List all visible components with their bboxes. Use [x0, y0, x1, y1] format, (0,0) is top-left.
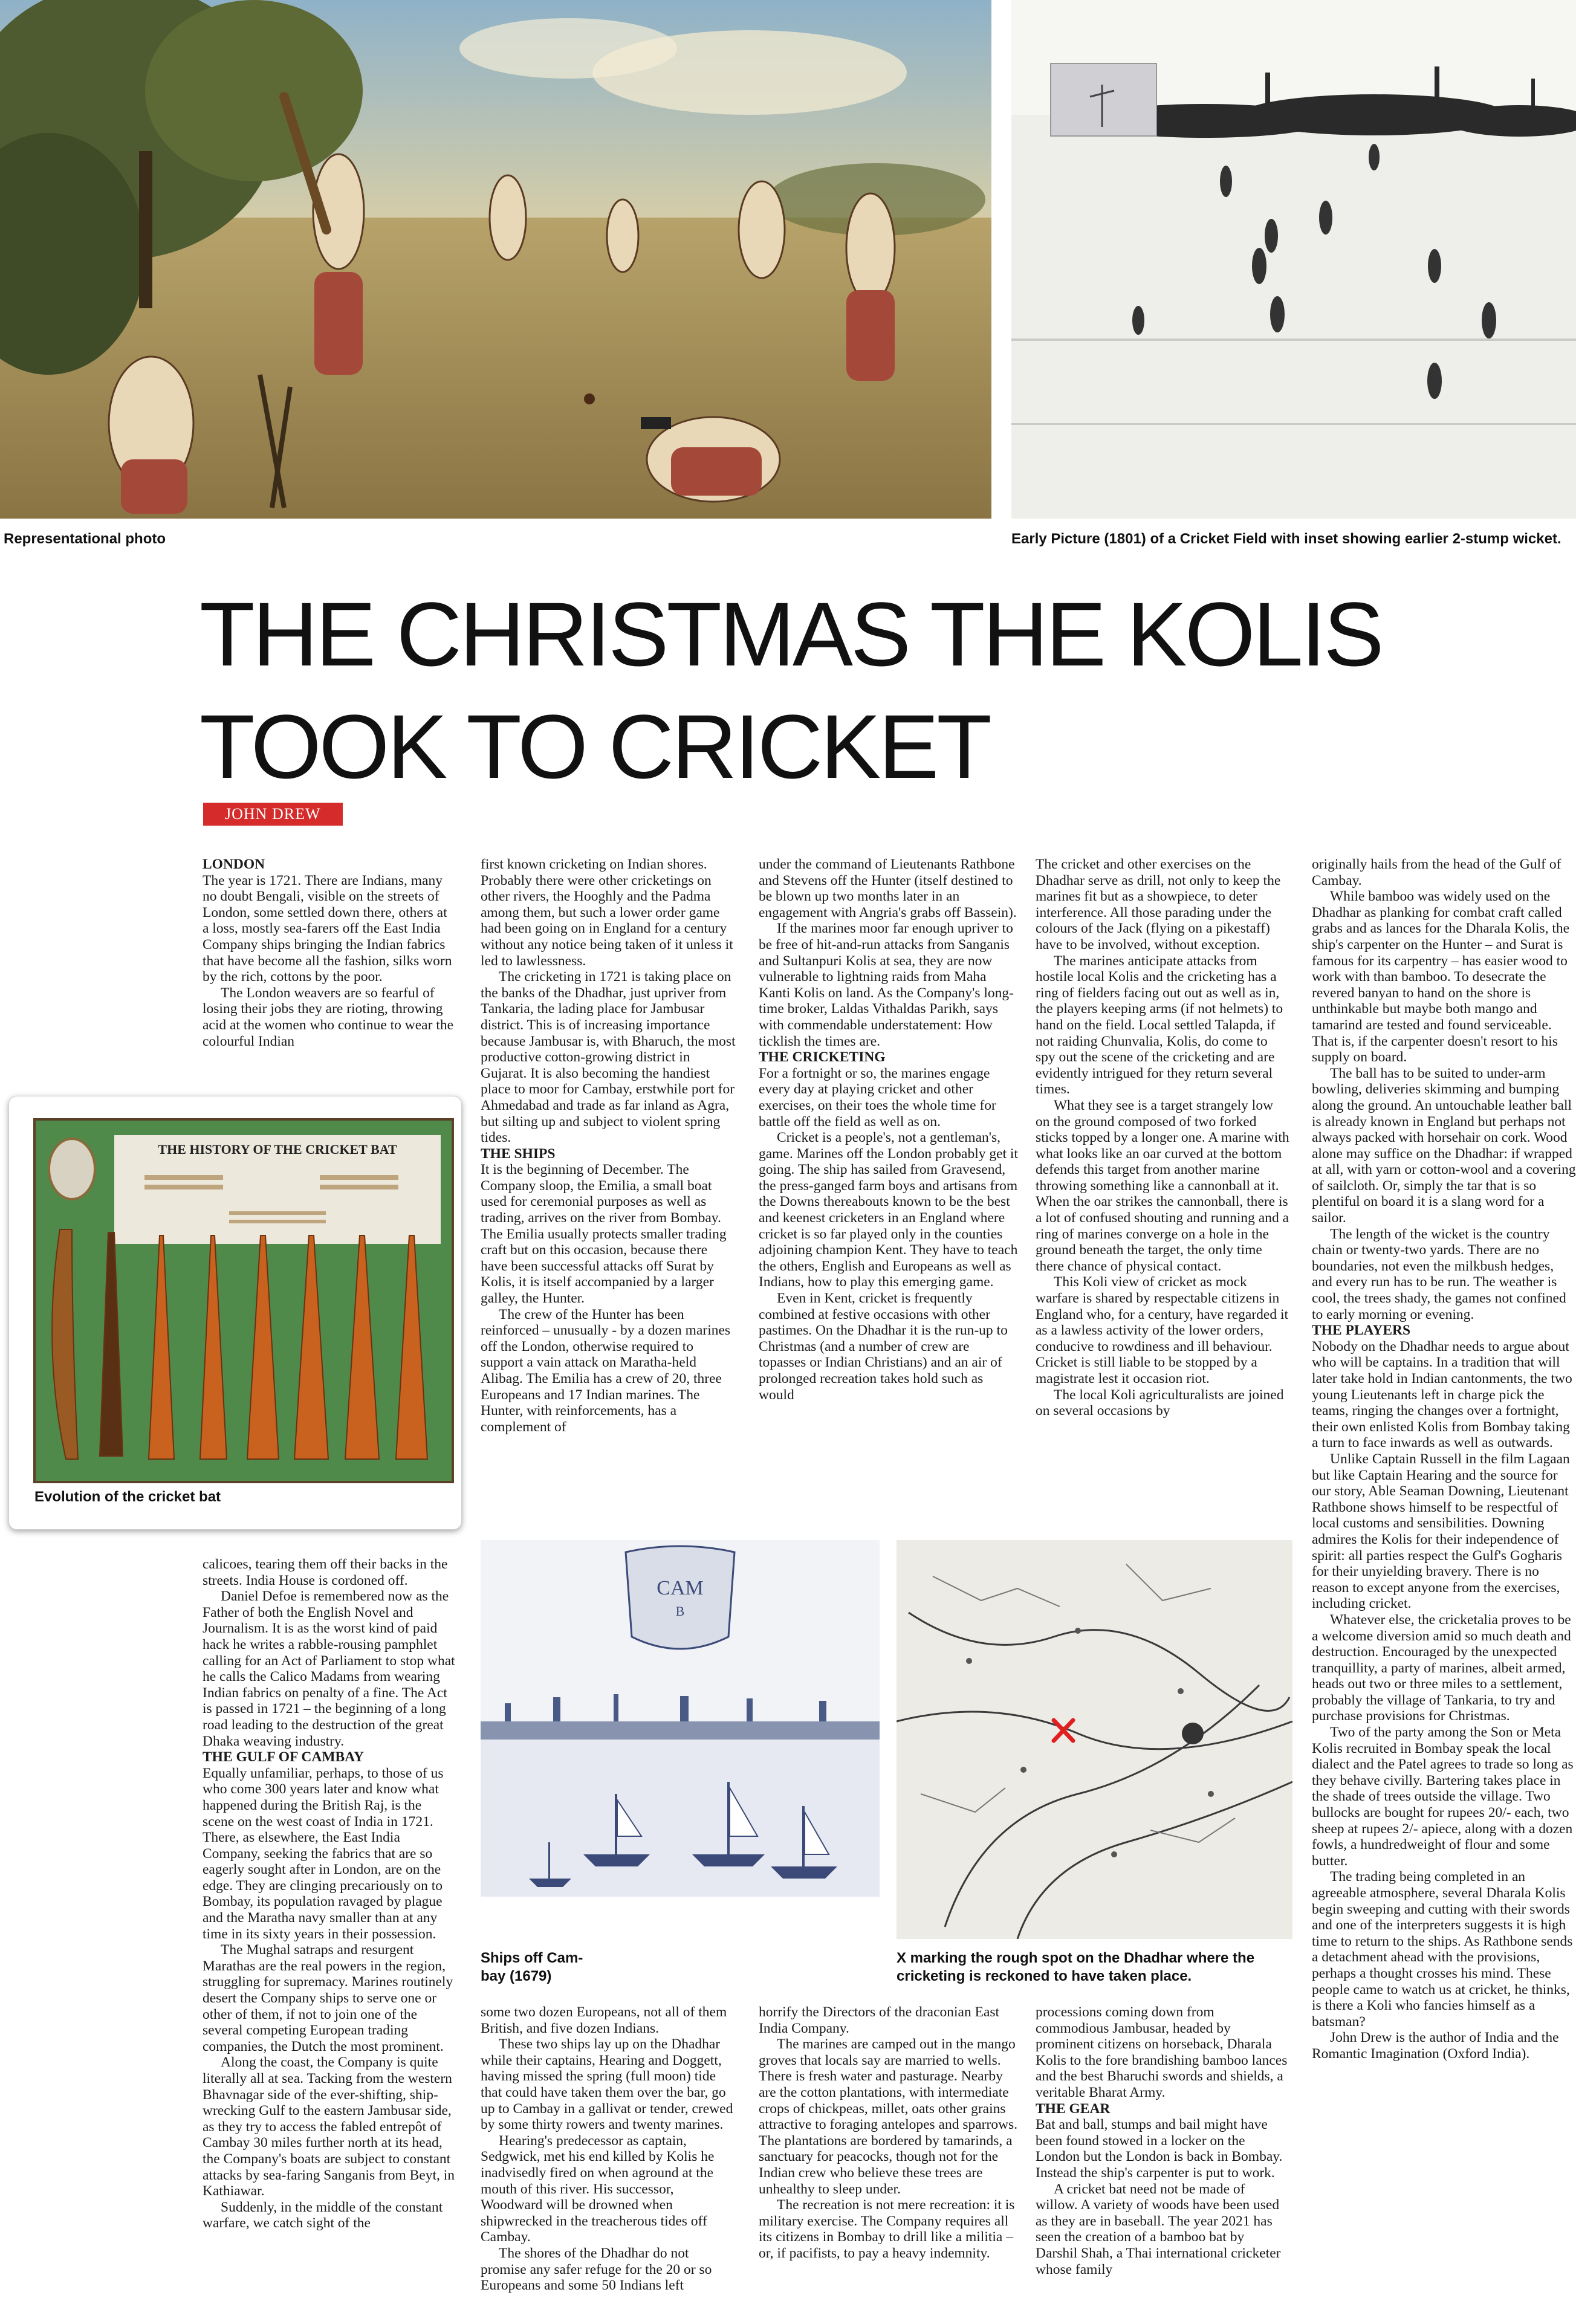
column-1-bottom: [203, 1556, 456, 2232]
bat-evolution-card: [8, 1096, 462, 1530]
column-4-bottom: [1036, 2004, 1289, 2277]
article-paragraph: Hearing's predecessor as captain, Sedgwick, met his end killed by Kolis he inadvisedly fired on when aground at the mouth of this river. His successor, Woodward will be drowned when shipwrecked in the treacherous tides off Cambay.: [481, 2132, 715, 2245]
article-paragraph: The cricketing in 1721 is taking place on the banks of the Dhadhar, just upriver from Tankaria, the lading place for Jambusar district. This is of increasing importance because Jambusar is, with Bharuch, the most productive cotton-growing district in Gujarat. It is also becoming the handiest place to moor for Cambay, erstwhile port for Ahmedabad and trade as far inland as Agra, but silting up and subject to violent spring tides.: [481, 969, 736, 1146]
article-paragraph: The trading being completed in an agreeable atmosphere, several Dharala Kolis begin sweeping and cutting with their swords and one of the interpreters suggests it is high time to return to the ships. As Rathbone sends a detachment ahead with the provisions, perhaps a thought crosses his mind. These people came to watch us at cricket, he thinks, is there a Koli who fancies himself as a batsman?: [1312, 1869, 1573, 2030]
article-paragraph: This Koli view of cricket as mock warfare is shared by respectable citizens in England who, for a century, have regarded it as a lawless activity of the lower orders, conducive to rowdiness and ill behaviour. Cricket is still liable to be stopped by a magistrate lest it occasion riot.: [1036, 1274, 1289, 1387]
ships-illustration: [481, 1540, 880, 1897]
map-illustration: [897, 1540, 1292, 1939]
article-paragraph: The Mughal satraps and resurgent Marathas are the real powers in the region, struggling for supremacy. Marines routinely desert the Company ships to serve one or other of them, if not to join one of the several competing European trading companies, the Dutch the most prominent.: [203, 1942, 453, 2054]
headline: THE CHRISTMAS THE KOLIS TOOK TO CRICKET: [199, 583, 1382, 797]
section-heading: THE SHIPS: [481, 1145, 556, 1162]
column-3-bottom: [759, 2004, 1019, 2262]
article-paragraph: processions coming down from commodious Jambusar, headed by prominent citizens on horseback, Dharala Kolis to the fore brandishing bamboo lances and the best Bharuchi swords and shields, a veritable Bharat Army.: [1036, 2004, 1288, 2100]
article-paragraph: Whatever else, the cricketalia proves to be a welcome diversion amid so much death and destruction. Encouraged by the unexpected tranquillity, a party of marines, albeit armed, heads out two or three miles to a settlement, probably the village of Tankaria, to try and purchase provisions for Christmas.: [1312, 1611, 1571, 1724]
ships-emblem-sub: B: [675, 1604, 685, 1619]
article-paragraph: A cricket bat need not be made of willow. A variety of woods have been used as they are in baseball. The year 2021 has seen the creation of a bamboo bat by Darshil Shah, a Thai international cricketer whose family: [1036, 2181, 1281, 2277]
article-paragraph: Daniel Defoe is remembered now as the Father of both the English Novel and Journalism. It is as the worst kind of paid hack he writes a rabble-rousing pamphlet calling for an Act of Parliament to stop what he calls the Calico Madams from wearing Indian fabrics on penalty of a fine. The Act is passed in 1721 – the beginning of a long road leading to the destruction of the great Dhaka weaving industry.: [203, 1588, 455, 1749]
byline: JOHN DREW: [203, 803, 343, 826]
column-3-top: [759, 856, 1019, 1403]
bat-board-heading: THE HISTORY OF THE CRICKET BAT: [158, 1142, 397, 1157]
section-heading: THE CRICKETING: [759, 1049, 886, 1066]
article-paragraph: The local Koli agriculturalists are joined on several occasions by: [1036, 1387, 1284, 1419]
article-paragraph: The marines are camped out in the mango groves that locals say are married to wells. There is fresh water and pasturage. Nearby are the cotton plantations, with intermediate crops of chickpeas, millet, oats other grains attractive to foraging antelopes and sparrows. The plantations are bordered by tamarinds, a sanctuary for peacocks, though not for the Indian crew who believe these trees are unhealthy to sleep under.: [759, 2036, 1018, 2197]
article-paragraph: The crew of the Hunter has been reinforced – unusually - by a dozen marines off the London, otherwise required to support a vain attack on Maratha-held Alibag. The Emilia has a crew of 20, three Europeans and 17 Indian marines. The Hunter, with reinforcements, has a complement of: [481, 1306, 731, 1435]
ships-caption: Ships off Cam- bay (1679): [481, 1950, 583, 1984]
column-2-top: [481, 856, 738, 1435]
bat-caption: Evolution of the cricket bat: [34, 1489, 221, 1505]
article-paragraph: Nobody on the Dhadhar needs to argue about who will be captains. In a tradition that will later take hold in Indian cantonments, the two young Lieutenants left in charge pick the teams, ringing the changes over a fortnight, their own enlisted Kolis from Bombay taking a turn to face inwards as well as outwards.: [1312, 1338, 1572, 1451]
article-paragraph: The marines anticipate attacks from hostile local Kolis and the cricketing has a ring of fielders facing out out as well as in, the players keeping arms (if not helmets) to hand on the field. Local settled Talapda, if not raiding Chunvalia, Kolis, do come to spy out the scene of the cricketing and are evidently intrigued for they return several times.: [1036, 953, 1283, 1098]
section-heading: THE GULF OF CAMBAY: [203, 1749, 365, 1766]
article-paragraph: Suddenly, in the middle of the constant warfare, we catch sight of the: [203, 2199, 443, 2232]
article-paragraph: For a fortnight or so, the marines engage every day at playing cricket and other exercises, on their toes the whole time for battle off the field as well as on.: [759, 1065, 996, 1130]
bat-board: [33, 1118, 454, 1483]
ships-emblem-label: CAM: [657, 1577, 704, 1599]
section-heading: LONDON: [203, 856, 265, 872]
early-cricket-field-photo: [1011, 0, 1576, 519]
article-paragraph: The length of the wicket is the country chain or twenty-two yards. There are no boundaries, not even the milkbush hedges, and every run has to be run. The weather is cool, the trees shady, the games not confined to early morning or evening.: [1312, 1226, 1566, 1322]
article-paragraph: The year is 1721. There are Indians, many no doubt Bengali, visible on the streets of London, some settled down there, others at a loss, mostly sea-farers off the East India Company ships bringing the Indian fabrics that have become all the fashion, silks worn by the rich, cottons by the poor.: [203, 872, 452, 985]
ships-off-cambay-photo: [481, 1540, 880, 1897]
article-paragraph: The cricket and other exercises on the Dhadhar serve as drill, not only to keep the marines fit but as a showpiece, to deter interference. All those parading under the colours of the Jack (flying on a pikestaff) have to be involved, without exception.: [1036, 856, 1281, 953]
map-caption: X marking the rough spot on the Dhadhar where the cricketing is reckoned to have taken place.: [897, 1950, 1255, 1984]
article-paragraph: some two dozen Europeans, not all of them British, and five dozen Indians.: [481, 2004, 727, 2036]
article-paragraph: Bat and ball, stumps and bail might have been found stowed in a locker on the London but the London is back in Bombay. Instead the ship's carpenter is put to work.: [1036, 2117, 1283, 2181]
article-paragraph: The recreation is not mere recreation: it is military exercise. The Company requires all its citizens in Bombay to drill like a militia – or, if pacifists, to pay a heavy indemnity.: [759, 2197, 1015, 2261]
article-paragraph: originally hails from the head of the Gulf of Cambay.: [1312, 856, 1561, 888]
article-paragraph: What they see is a target strangely low on the ground composed of two forked sticks topped by a longer one. A marine with what looks like an oar curved at the bottom defends this target from another marine throwing something like a cannonball at it. When the oar strikes the cannonball, there is a lot of confused shouting and running and a ring of marines converge on a hole in the ground beneath the target, the only time there chance of physical contact.: [1036, 1097, 1289, 1274]
article-paragraph: Two of the party among the Son or Meta Kolis recruited in Bombay speak the local dialect and the Patel agrees to trade so long as they behave civilly. Bartering takes place in the shade of trees outside the village. Two bullocks are bought for rupees 20/- each, two sheep at rupees 2/- apiece, along with a dozen fowls, a hundredweight of flour and some butter.: [1312, 1724, 1574, 1869]
column-2-bottom: [481, 2004, 738, 2294]
article-paragraph: It is the beginning of December. The Company sloop, the Emilia, a small boat used for ceremonial purposes as well as trading, arrives on the river from Bombay. The Emilia usually protects smaller trading craft but on this occasion, because there have been successful attacks off Surat by Kolis, it is itself accompanied by a larger galley, the Hunter.: [481, 1162, 727, 1307]
cricket-painting-illustration: [0, 0, 991, 519]
section-heading: THE GEAR: [1036, 2100, 1111, 2117]
article-paragraph: first known cricketing on Indian shores. Probably there were other cricketings on other rivers, the Hooghly and the Padma among them, but such a lower order game had been going on in England for a century without any notice being taken of it unless it led to lawlessness.: [481, 856, 733, 969]
article-paragraph: Along the coast, the Company is quite literally all at sea. Tacking from the western Bhavnagar side of the ever-shifting, ship-wrecking Gulf to the eastern Jambusar side, as they try to access the fabled entrepôt of Cambay 30 miles further north at its head, the Company's boats are subject to constant attacks by sea-faring Sanganis from Beyt, in Kathiawar.: [203, 2054, 455, 2199]
bat-board-illustration: [36, 1121, 452, 1481]
article-paragraph: The London weavers are so fearful of losing their jobs they are rioting, throwing acid at the women who continue to wear the colourful Indian: [203, 985, 454, 1049]
article-paragraph: horrify the Directors of the draconian East India Company.: [759, 2004, 1000, 2036]
early-cricket-field-illustration: [1011, 0, 1576, 519]
column-5: [1312, 856, 1576, 2062]
section-heading: THE PLAYERS: [1312, 1322, 1411, 1339]
article-paragraph: If the marines moor far enough upriver to be free of hit-and-run attacks from Sanganis and Sultanpuri Kolis at sea, they are now vulnerable to lightning raids from Maha Kanti Kolis on land. As the Company's long-time broker, Laldas Vithaldas Parikh, says with commendable understatement: How ticklish the times are.: [759, 921, 1014, 1049]
article-paragraph: The shores of the Dhadhar do not promise any safer refuge for the 20 or so Europeans and some 50 Indians left: [481, 2245, 712, 2294]
article-paragraph: Even in Kent, cricket is frequently combined at festive occasions with other pastimes. On the Dhadhar it is the run-up to Christmas (and a number of crew are topasses or Indian Christians) and an air of prolonged recreation takes hold such as would: [759, 1290, 1008, 1403]
article-paragraph: under the command of Lieutenants Rathbone and Stevens off the Hunter (itself destined to be blown up two months later in an engagement with Angria's grabs off Bassein).: [759, 856, 1017, 921]
article-paragraph: Unlike Captain Russell in the film Lagaan but like Captain Hearing and the source for our story, Able Seaman Downing, Lieutenant Rathbone shows himself to be respectful of local customs and sensibilities. Downing admires the Kolis for their independence of spirit: all parties respect the Gulf's Gogharis for their unyielding bravery. There is no reason to except anyone from the exercises, including cricket.: [1312, 1451, 1570, 1612]
article-paragraph: John Drew is the author of India and the Romantic Imagination (Oxford India).: [1312, 2030, 1559, 2062]
article-paragraph: calicoes, tearing them off their backs in the streets. India House is cordoned off.: [203, 1556, 448, 1588]
article-paragraph: The ball has to be suited to under-arm bowling, deliveries skimming and bumping along the ground. An untouchable leather ball is already known in England but perhaps not always packed with horsehair on cork. Wood alone may suffice on the Dhadhar: if wrapped at all, with yarn or cotton-wool and a covering of sailcloth. Or, simply the tar that is so plentiful on board it is a slang word for a sailor.: [1312, 1065, 1576, 1226]
column-1-top: [203, 856, 456, 1049]
photo2-caption: Early Picture (1801) of a Cricket Field with inset showing earlier 2-stump wicket.: [1011, 531, 1561, 547]
article-paragraph: While bamboo was widely used on the Dhadhar as planking for combat craft called grabs and as lances for the Dharala Kolis, the ship's carpenter on the Hunter – and Surat is famous for its carpentry – has easier wood to work with than bamboo. To desecrate the revered banyan to hand on the shore is unthinkable but maybe both mango and tamarind are tested and found serviceable. That is, if the carpenter doesn't resort to his supply on board.: [1312, 888, 1570, 1066]
column-4-top: [1036, 856, 1289, 1419]
dhadhar-map-photo: [897, 1540, 1292, 1939]
article-paragraph: These two ships lay up on the Dhadhar while their captains, Hearing and Doggett, having missed the spring (full moon) tide that could have taken them over the bar, go up to Cambay in a gallivat or tender, crewed by some thirty rowers and twenty marines.: [481, 2036, 733, 2133]
photo1-caption: Representational photo: [4, 531, 166, 547]
cricket-painting-photo: [0, 0, 991, 519]
article-paragraph: Equally unfamiliar, perhaps, to those of us who come 300 years later and know what happened during the British Raj, is the scene on the west coast of India in 1721. There, as elsewhere, the East India Company, seeking the fabrics that are so eagerly sought after in London, are on the edge. They are clinging precariously on to Bombay, its population ravaged by plague and the Maratha navy smaller than at any time in its sixty years in their possession.: [203, 1765, 444, 1942]
article-paragraph: Cricket is a people's, not a gentleman's, game. Marines off the London probably get it going. The ship has sailed from Gravesend, the press-ganged farm boys and artisans from the Downs thereabouts known to be the best and keenest cricketers in an England where cricket is so far played only in the counties adjoining champion Kent. They have to teach the others, English and Europeans as well as Indians, how to play this emerging game.: [759, 1130, 1018, 1290]
